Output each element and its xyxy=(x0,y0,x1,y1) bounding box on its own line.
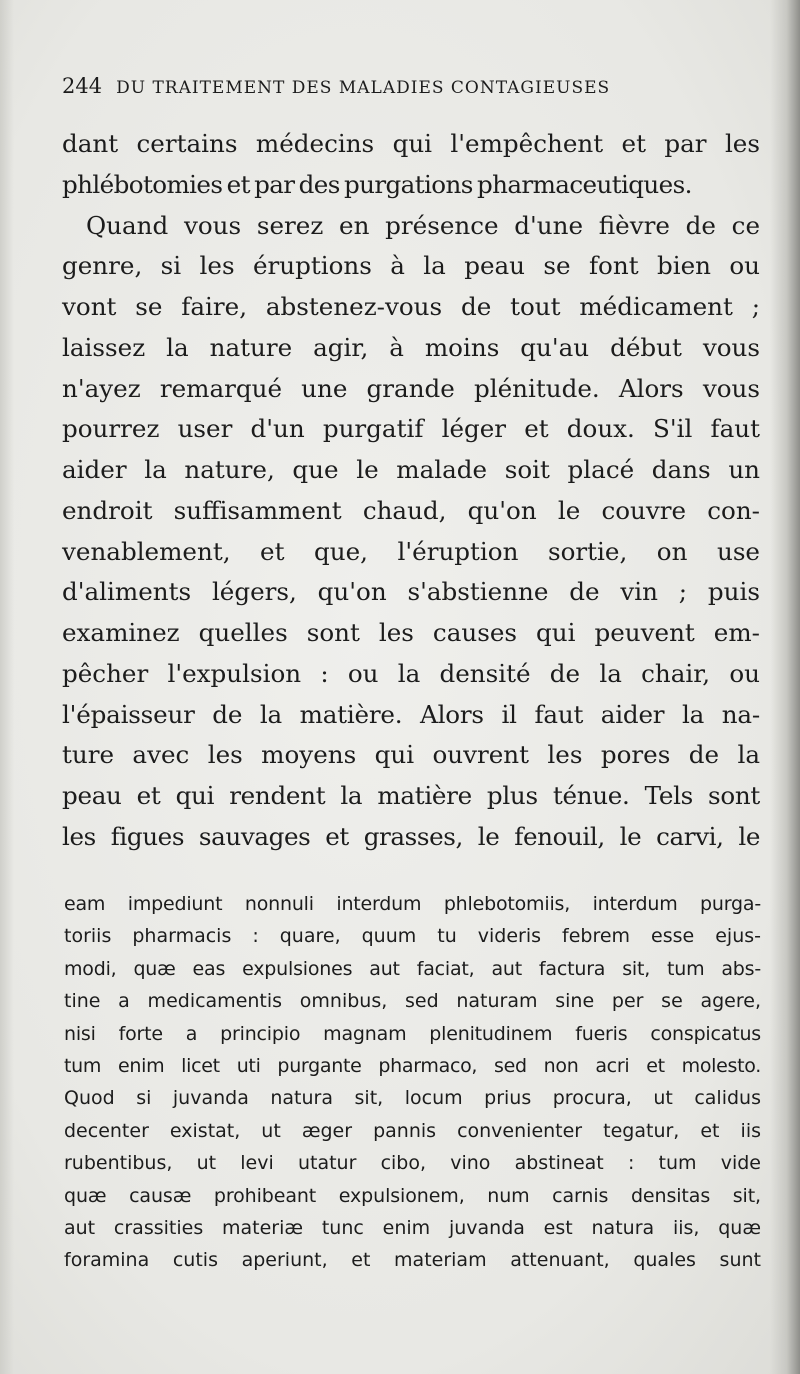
running-header xyxy=(62,74,762,98)
text-line: nisi forte a principio magnam plenitudinem fueris conspicatus xyxy=(64,1022,761,1045)
text-line: modi, quæ eas expulsiones aut faciat, aut factura sit, tum abs- xyxy=(64,957,761,980)
text-line: phlébotomies et par des purgations pharmaceutiques. xyxy=(62,169,692,199)
text-line: pêcher l'expulsion : ou la densité de la chair, ou xyxy=(62,658,760,688)
text-line: Quand vous serez en présence d'une fièvre de ce xyxy=(86,210,760,240)
page-gutter-shadow xyxy=(770,0,800,1374)
text-line: ture avec les moyens qui ouvrent les pores de la xyxy=(62,740,760,770)
text-line: aut crassities materiæ tunc enim juvanda est natura iis, quæ xyxy=(64,1216,761,1239)
text-line: les figues sauvages et grasses, le fenouil, le carvi, le xyxy=(62,821,760,851)
text-line: pourrez user d'un purgatif léger et doux. S'il faut xyxy=(62,414,760,444)
text-line: l'épaisseur de la matière. Alors il faut aider la na- xyxy=(62,699,760,729)
running-title: DU TRAITEMENT DES MALADIES CONTAGIEUSES xyxy=(116,78,611,98)
text-line: d'aliments légers, qu'on s'abstienne de vin ; puis xyxy=(62,577,760,607)
text-line: decenter existat, ut æger pannis convenienter tegatur, et iis xyxy=(64,1119,761,1142)
text-line: examinez quelles sont les causes qui peuvent em- xyxy=(62,618,760,647)
text-line: n'ayez remarqué une grande plénitude. Alors vous xyxy=(62,373,760,403)
text-line: quæ causæ prohibeant expulsionem, num carnis densitas sit, xyxy=(64,1184,761,1207)
text-line: venablement, et que, l'éruption sortie, on use xyxy=(62,536,760,566)
text-line: tine a medicamentis omnibus, sed naturam sine per se agere, xyxy=(64,990,761,1013)
text-line: rubentibus, ut levi utatur cibo, vino abstineat : tum vide xyxy=(64,1152,761,1175)
page-number: 244 xyxy=(62,74,103,98)
text-line: Quod si juvanda natura sit, locum prius procura, ut calidus xyxy=(64,1087,761,1110)
text-line: peau et qui rendent la matière plus ténue. Tels sont xyxy=(62,781,760,810)
text-line: aider la nature, que le malade soit placé dans un xyxy=(62,455,760,484)
text-line: genre, si les éruptions à la peau se font bien ou xyxy=(62,251,760,281)
text-line: dant certains médecins qui l'empêchent et par les xyxy=(62,129,760,158)
page-left-edge-shadow xyxy=(0,0,14,1374)
text-line: tum enim licet uti purgante pharmaco, sed non acri et molesto. xyxy=(64,1054,761,1077)
text-line: vont se faire, abstenez-vous de tout médicament ; xyxy=(62,292,760,321)
text-line: foramina cutis aperiunt, et materiam attenuant, quales sunt xyxy=(64,1249,761,1272)
text-line: toriis pharmacis : quare, quum tu videris febrem esse ejus- xyxy=(64,925,761,948)
latin-footnote-text xyxy=(64,888,761,1277)
text-line: laissez la nature agir, à moins qu'au début vous xyxy=(62,332,760,362)
text-line: eam impediunt nonnuli interdum phlebotomiis, interdum purga- xyxy=(64,893,761,915)
french-body-text xyxy=(62,124,760,858)
text-line: endroit suffisamment chaud, qu'on le couvre con- xyxy=(62,495,760,525)
